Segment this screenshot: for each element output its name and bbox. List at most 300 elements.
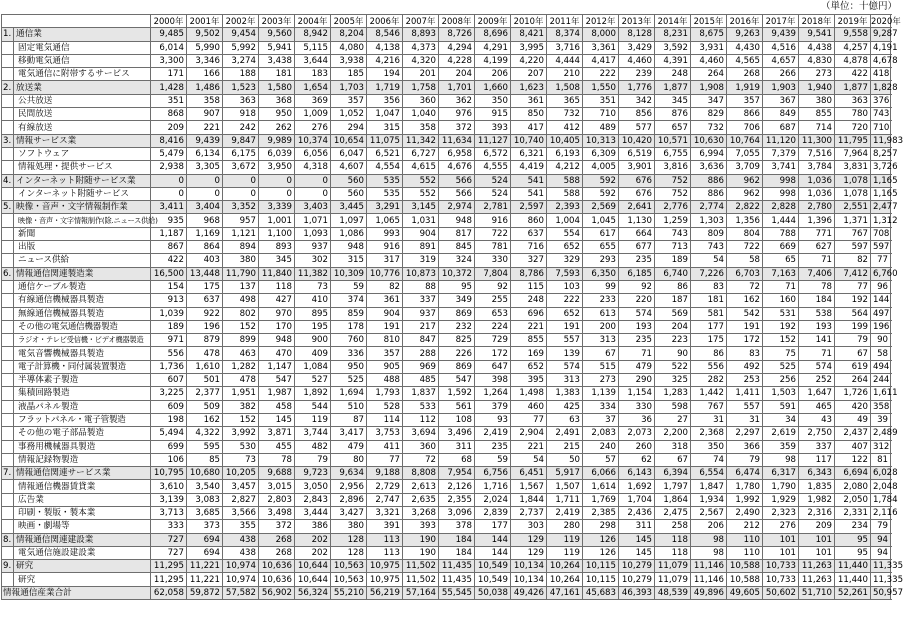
value-cell: 727 bbox=[151, 546, 187, 559]
year-header: 2002年 bbox=[223, 15, 259, 28]
value-cell: 1,592 bbox=[439, 387, 475, 400]
value-cell: 609 bbox=[151, 400, 187, 413]
row-label: インターネット附随サービス業 bbox=[14, 174, 151, 187]
value-cell: 3,268 bbox=[403, 506, 439, 519]
value-cell: 9,560 bbox=[259, 28, 295, 41]
value-cell: 71 bbox=[799, 347, 835, 360]
value-cell: 10,975 bbox=[367, 560, 403, 573]
value-cell: 2,613 bbox=[403, 480, 439, 493]
value-cell: 4,444 bbox=[547, 54, 583, 67]
value-cell: 210 bbox=[547, 68, 583, 81]
value-cell: 3,871 bbox=[259, 427, 295, 440]
value-cell: 5,479 bbox=[151, 147, 187, 160]
value-cell: 380 bbox=[331, 520, 367, 533]
value-cell: 9,989 bbox=[259, 134, 295, 147]
value-cell: 276 bbox=[295, 121, 331, 134]
value-cell: 716 bbox=[511, 241, 547, 254]
value-cell: 298 bbox=[583, 520, 619, 533]
value-cell: 2,419 bbox=[547, 506, 583, 519]
value-cell: 10,740 bbox=[511, 134, 547, 147]
value-cell: 6,756 bbox=[475, 467, 511, 480]
value-cell: 10,588 bbox=[727, 573, 763, 586]
value-cell: 4,080 bbox=[331, 41, 367, 54]
value-cell: 676 bbox=[619, 174, 655, 187]
value-cell: 2,024 bbox=[475, 493, 511, 506]
value-cell: 4,678 bbox=[871, 54, 891, 67]
value-cell: 531 bbox=[763, 307, 799, 320]
value-cell: 351 bbox=[151, 94, 187, 107]
value-cell: 868 bbox=[151, 108, 187, 121]
value-cell: 162 bbox=[727, 294, 763, 307]
value-cell: 11,127 bbox=[475, 134, 511, 147]
value-cell: 63 bbox=[547, 413, 583, 426]
value-cell: 3,592 bbox=[655, 41, 691, 54]
value-cell: 11,263 bbox=[799, 573, 835, 586]
row-number bbox=[2, 387, 14, 400]
value-cell: 1,084 bbox=[295, 360, 331, 373]
value-cell: 2,393 bbox=[547, 201, 583, 214]
value-cell: 3,713 bbox=[151, 506, 187, 519]
value-cell: 78 bbox=[259, 453, 295, 466]
value-cell: 804 bbox=[727, 227, 763, 240]
subcategory-row bbox=[2, 227, 891, 240]
value-cell: 8,675 bbox=[691, 28, 727, 41]
row-label: 電子計算機・同付属装置製造 bbox=[14, 360, 151, 373]
subcategory-row bbox=[2, 387, 891, 400]
value-cell: 10,733 bbox=[763, 560, 799, 573]
value-cell: 56,219 bbox=[367, 586, 403, 599]
value-cell: 485 bbox=[403, 374, 439, 387]
value-cell: 1,550 bbox=[583, 81, 619, 94]
value-cell: 95 bbox=[439, 280, 475, 293]
value-cell: 195 bbox=[295, 320, 331, 333]
row-number bbox=[2, 480, 14, 493]
value-cell: 2,776 bbox=[655, 201, 691, 214]
value-cell: 905 bbox=[367, 360, 403, 373]
value-cell: 669 bbox=[763, 241, 799, 254]
value-cell: 1,828 bbox=[871, 81, 891, 94]
value-cell: 10,134 bbox=[511, 560, 547, 573]
subcategory-row bbox=[2, 241, 891, 254]
value-cell: 0 bbox=[295, 187, 331, 200]
value-cell: 781 bbox=[475, 241, 511, 254]
value-cell: 592 bbox=[583, 174, 619, 187]
value-cell: 2,747 bbox=[367, 493, 403, 506]
value-cell: 209 bbox=[151, 121, 187, 134]
value-cell: 1,508 bbox=[547, 81, 583, 94]
value-cell: 699 bbox=[151, 440, 187, 453]
value-cell: 139 bbox=[547, 347, 583, 360]
value-cell: 458 bbox=[259, 400, 295, 413]
value-cell: 4,220 bbox=[511, 54, 547, 67]
value-cell: 240 bbox=[583, 440, 619, 453]
value-cell: 10,563 bbox=[331, 560, 367, 573]
table-body bbox=[2, 28, 903, 600]
value-cell: 366 bbox=[727, 440, 763, 453]
row-number: 9. bbox=[2, 560, 14, 573]
year-header: 2006年 bbox=[367, 15, 403, 28]
value-cell: 637 bbox=[511, 227, 547, 240]
value-cell: 79 bbox=[295, 453, 331, 466]
value-cell: 3,411 bbox=[151, 201, 187, 214]
value-cell: 207 bbox=[511, 68, 547, 81]
row-label: 情報通信関連製造業 bbox=[14, 267, 151, 280]
row-number bbox=[2, 520, 14, 533]
value-cell: 79 bbox=[871, 520, 891, 533]
value-cell: 752 bbox=[655, 187, 691, 200]
value-cell: 373 bbox=[187, 520, 223, 533]
subcategory-row bbox=[2, 187, 891, 200]
value-cell: 438 bbox=[223, 546, 259, 559]
value-cell: 152 bbox=[223, 320, 259, 333]
value-cell: 595 bbox=[187, 440, 223, 453]
value-cell: 119 bbox=[547, 533, 583, 546]
value-cell: 5,990 bbox=[187, 41, 223, 54]
value-cell: 530 bbox=[223, 440, 259, 453]
year-header: 2010年 bbox=[511, 15, 547, 28]
value-cell: 175 bbox=[691, 334, 727, 347]
year-header: 2004年 bbox=[295, 15, 331, 28]
value-cell: 46,393 bbox=[619, 586, 655, 599]
value-cell: 1,647 bbox=[799, 387, 835, 400]
value-cell: 129 bbox=[511, 533, 547, 546]
value-cell: 345 bbox=[655, 94, 691, 107]
value-cell: 869 bbox=[439, 307, 475, 320]
value-cell: 222 bbox=[547, 294, 583, 307]
value-cell: 345 bbox=[259, 254, 295, 267]
value-cell: 108 bbox=[439, 413, 475, 426]
value-cell: 248 bbox=[511, 294, 547, 307]
value-cell: 3,950 bbox=[259, 161, 295, 174]
row-label: 広告業 bbox=[14, 493, 151, 506]
value-cell: 855 bbox=[799, 108, 835, 121]
value-cell: 56,902 bbox=[259, 586, 295, 599]
value-cell: 349 bbox=[439, 294, 475, 307]
value-cell: 6,554 bbox=[691, 467, 727, 480]
value-cell: 950 bbox=[259, 108, 295, 121]
value-cell: 222 bbox=[583, 68, 619, 81]
value-cell: 114 bbox=[367, 413, 403, 426]
value-cell: 3,050 bbox=[295, 480, 331, 493]
value-cell: 77 bbox=[835, 280, 871, 293]
subcategory-row bbox=[2, 374, 891, 387]
value-cell: 126 bbox=[583, 533, 619, 546]
value-cell: 2,385 bbox=[583, 506, 619, 519]
value-cell: 7,593 bbox=[547, 267, 583, 280]
value-cell: 554 bbox=[547, 227, 583, 240]
value-cell: 362 bbox=[439, 94, 475, 107]
value-cell: 488 bbox=[367, 374, 403, 387]
value-cell: 2,896 bbox=[331, 493, 367, 506]
value-cell: 80 bbox=[331, 453, 367, 466]
value-cell: 676 bbox=[619, 187, 655, 200]
value-cell: 330 bbox=[475, 254, 511, 267]
value-cell: 2,355 bbox=[439, 493, 475, 506]
value-cell: 4,291 bbox=[475, 41, 511, 54]
value-cell: 2,827 bbox=[223, 493, 259, 506]
value-cell: 3,995 bbox=[511, 41, 547, 54]
value-cell: 81 bbox=[871, 453, 891, 466]
value-cell: 48,539 bbox=[655, 586, 691, 599]
value-cell: 2,316 bbox=[799, 506, 835, 519]
row-label: 電気通信に附帯するサービス bbox=[14, 68, 151, 81]
value-cell: 62 bbox=[619, 453, 655, 466]
value-cell: 52,261 bbox=[835, 586, 871, 599]
value-cell: 10,795 bbox=[151, 467, 187, 480]
value-cell: 90 bbox=[871, 334, 891, 347]
row-number bbox=[2, 280, 14, 293]
ict-industry-table bbox=[1, 14, 903, 600]
value-cell: 77 bbox=[367, 453, 403, 466]
value-cell: 916 bbox=[475, 214, 511, 227]
value-cell: 8,000 bbox=[583, 28, 619, 41]
value-cell: 196 bbox=[871, 320, 891, 333]
value-cell: 118 bbox=[655, 533, 691, 546]
value-cell: 998 bbox=[763, 174, 799, 187]
value-cell: 11,146 bbox=[691, 560, 727, 573]
value-cell: 2,477 bbox=[871, 201, 891, 214]
value-cell: 425 bbox=[547, 400, 583, 413]
value-cell: 264 bbox=[691, 68, 727, 81]
value-cell: 67 bbox=[835, 347, 871, 360]
value-cell: 273 bbox=[583, 374, 619, 387]
value-cell: 1,992 bbox=[727, 493, 763, 506]
value-cell: 1,052 bbox=[331, 108, 367, 121]
row-number: 6. bbox=[2, 267, 14, 280]
value-cell: 190 bbox=[403, 533, 439, 546]
value-cell: 113 bbox=[367, 533, 403, 546]
value-cell: 9,558 bbox=[835, 28, 871, 41]
value-cell: 4,554 bbox=[367, 161, 403, 174]
value-cell: 1,987 bbox=[259, 387, 295, 400]
value-cell: 154 bbox=[151, 280, 187, 293]
value-cell: 39 bbox=[871, 413, 891, 426]
value-cell: 4,460 bbox=[691, 54, 727, 67]
value-cell: 3,403 bbox=[295, 201, 331, 214]
value-cell: 88 bbox=[403, 280, 439, 293]
value-cell: 588 bbox=[547, 174, 583, 187]
value-cell: 1,040 bbox=[403, 108, 439, 121]
value-cell: 1,411 bbox=[727, 387, 763, 400]
value-cell: 1,259 bbox=[655, 214, 691, 227]
value-cell: 319 bbox=[403, 254, 439, 267]
value-cell: 482 bbox=[295, 440, 331, 453]
value-cell: 10,549 bbox=[475, 560, 511, 573]
value-cell: 743 bbox=[691, 241, 727, 254]
value-cell: 566 bbox=[439, 174, 475, 187]
subcategory-row bbox=[2, 546, 891, 559]
value-cell: 336 bbox=[331, 347, 367, 360]
value-cell: 65 bbox=[763, 254, 799, 267]
value-cell: 1,776 bbox=[619, 81, 655, 94]
value-cell: 74 bbox=[691, 453, 727, 466]
value-cell: 10,644 bbox=[295, 560, 331, 573]
value-cell: 115 bbox=[511, 280, 547, 293]
value-cell: 2,491 bbox=[547, 427, 583, 440]
value-cell: 2,436 bbox=[619, 506, 655, 519]
value-cell: 4,199 bbox=[475, 54, 511, 67]
value-cell: 226 bbox=[439, 347, 475, 360]
year-header: 2014年 bbox=[655, 15, 691, 28]
value-cell: 221 bbox=[187, 121, 223, 134]
value-cell: 524 bbox=[475, 187, 511, 200]
value-cell: 6,451 bbox=[511, 467, 547, 480]
year-header: 2013年 bbox=[619, 15, 655, 28]
value-cell: 8,231 bbox=[655, 28, 691, 41]
value-cell: 3,672 bbox=[223, 161, 259, 174]
row-number bbox=[2, 493, 14, 506]
value-cell: 535 bbox=[367, 187, 403, 200]
value-cell: 8,128 bbox=[619, 28, 655, 41]
value-cell: 11,295 bbox=[151, 560, 187, 573]
row-number bbox=[2, 347, 14, 360]
value-cell: 11,079 bbox=[655, 573, 691, 586]
value-cell: 556 bbox=[691, 360, 727, 373]
value-cell: 294 bbox=[331, 121, 367, 134]
value-cell: 1,165 bbox=[871, 187, 891, 200]
value-cell: 4,294 bbox=[439, 41, 475, 54]
row-label: フラットパネル・電子管製造 bbox=[14, 413, 151, 426]
value-cell: 260 bbox=[619, 440, 655, 453]
subcategory-row bbox=[2, 121, 891, 134]
value-cell: 3,496 bbox=[439, 427, 475, 440]
value-cell: 181 bbox=[259, 68, 295, 81]
value-cell: 221 bbox=[511, 320, 547, 333]
value-cell: 10,549 bbox=[475, 573, 511, 586]
value-cell: 3,274 bbox=[223, 54, 259, 67]
value-cell: 391 bbox=[367, 520, 403, 533]
value-cell: 327 bbox=[511, 254, 547, 267]
value-cell: 3,305 bbox=[187, 161, 223, 174]
value-cell: 3,427 bbox=[331, 506, 367, 519]
value-cell: 3,784 bbox=[799, 161, 835, 174]
value-cell: 1,769 bbox=[583, 493, 619, 506]
value-cell: 478 bbox=[223, 374, 259, 387]
header-row bbox=[2, 15, 891, 28]
value-cell: 7,516 bbox=[799, 147, 835, 160]
value-cell: 71 bbox=[763, 280, 799, 293]
value-cell: 177 bbox=[475, 520, 511, 533]
value-cell: 51,710 bbox=[799, 586, 835, 599]
value-cell: 357 bbox=[367, 347, 403, 360]
value-cell: 2,200 bbox=[655, 427, 691, 440]
value-cell: 2,597 bbox=[511, 201, 547, 214]
value-cell: 3,816 bbox=[655, 161, 691, 174]
value-cell: 290 bbox=[619, 374, 655, 387]
value-cell: 895 bbox=[295, 307, 331, 320]
value-cell: 361 bbox=[367, 294, 403, 307]
value-cell: 94 bbox=[871, 546, 891, 559]
value-cell: 710 bbox=[871, 121, 891, 134]
value-cell: 380 bbox=[799, 94, 835, 107]
value-cell: 899 bbox=[223, 334, 259, 347]
value-cell: 190 bbox=[403, 546, 439, 559]
subcategory-row bbox=[2, 440, 891, 453]
value-cell: 607 bbox=[151, 374, 187, 387]
value-cell: 119 bbox=[295, 413, 331, 426]
value-cell: 217 bbox=[403, 320, 439, 333]
value-cell: 407 bbox=[835, 440, 871, 453]
value-cell: 73 bbox=[295, 280, 331, 293]
value-cell: 145 bbox=[619, 533, 655, 546]
subcategory-row bbox=[2, 94, 891, 107]
value-cell: 489 bbox=[583, 121, 619, 134]
value-cell: 77 bbox=[511, 413, 547, 426]
value-cell: 169 bbox=[511, 347, 547, 360]
value-cell: 11,221 bbox=[187, 573, 223, 586]
value-cell: 1,614 bbox=[583, 480, 619, 493]
value-cell: 10,654 bbox=[331, 134, 367, 147]
value-cell: 976 bbox=[439, 108, 475, 121]
value-cell: 10,264 bbox=[547, 573, 583, 586]
value-cell: 11,440 bbox=[835, 573, 871, 586]
value-cell: 935 bbox=[151, 214, 187, 227]
value-cell: 1,047 bbox=[367, 108, 403, 121]
value-cell: 90 bbox=[655, 347, 691, 360]
value-cell: 409 bbox=[295, 347, 331, 360]
value-cell: 367 bbox=[763, 94, 799, 107]
value-cell: 0 bbox=[259, 174, 295, 187]
value-cell: 6,066 bbox=[583, 467, 619, 480]
value-cell: 2,619 bbox=[763, 427, 799, 440]
value-cell: 829 bbox=[691, 108, 727, 121]
value-cell: 3,361 bbox=[583, 41, 619, 54]
value-cell: 4,676 bbox=[439, 161, 475, 174]
value-cell: 501 bbox=[187, 374, 223, 387]
value-cell: 252 bbox=[799, 374, 835, 387]
value-cell: 3,339 bbox=[259, 201, 295, 214]
value-cell: 1,065 bbox=[367, 214, 403, 227]
value-cell: 376 bbox=[871, 94, 891, 107]
value-cell: 657 bbox=[655, 121, 691, 134]
value-cell: 2,774 bbox=[691, 201, 727, 214]
value-cell: 4,318 bbox=[295, 161, 331, 174]
category-row bbox=[2, 560, 891, 573]
value-cell: 233 bbox=[583, 294, 619, 307]
year-header: 2012年 bbox=[583, 15, 619, 28]
value-cell: 235 bbox=[475, 440, 511, 453]
value-cell: 379 bbox=[475, 400, 511, 413]
value-cell: 2,489 bbox=[871, 427, 891, 440]
value-cell: 948 bbox=[331, 241, 367, 254]
value-cell: 1,093 bbox=[295, 227, 331, 240]
row-number bbox=[2, 161, 14, 174]
value-cell: 351 bbox=[583, 94, 619, 107]
value-cell: 181 bbox=[691, 294, 727, 307]
value-cell: 552 bbox=[403, 174, 439, 187]
subcategory-row bbox=[2, 520, 891, 533]
value-cell: 191 bbox=[547, 320, 583, 333]
value-cell: 359 bbox=[763, 440, 799, 453]
value-cell: 16,500 bbox=[151, 267, 187, 280]
subcategory-row bbox=[2, 54, 891, 67]
value-cell: 5,992 bbox=[223, 41, 259, 54]
value-cell: 1,844 bbox=[511, 493, 547, 506]
value-cell: 10,420 bbox=[619, 134, 655, 147]
value-cell: 1,356 bbox=[727, 214, 763, 227]
value-cell: 4,228 bbox=[439, 54, 475, 67]
value-cell: 2,073 bbox=[619, 427, 655, 440]
row-number bbox=[2, 294, 14, 307]
value-cell: 542 bbox=[727, 307, 763, 320]
row-label: 放送業 bbox=[14, 81, 151, 94]
value-cell: 8,421 bbox=[511, 28, 547, 41]
value-cell: 802 bbox=[223, 307, 259, 320]
value-cell: 2,297 bbox=[727, 427, 763, 440]
value-cell: 1,716 bbox=[475, 480, 511, 493]
value-cell: 619 bbox=[835, 360, 871, 373]
value-cell: 557 bbox=[727, 400, 763, 413]
